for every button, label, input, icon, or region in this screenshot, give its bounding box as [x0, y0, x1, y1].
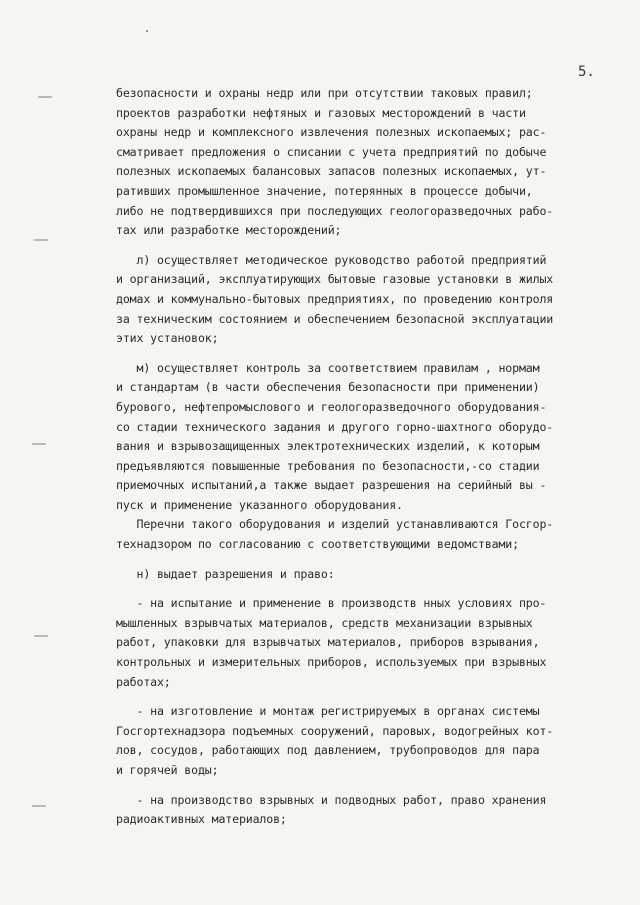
text-line: Госгортехнадзора подъемных сооружений, паровых, водогрейных кот-	[116, 723, 554, 738]
speck-mark	[146, 30, 148, 32]
text-line: Перечни такого оборудования и изделий устанавливаются Госгор-	[116, 517, 554, 532]
text-line: и стандартам (в части обеспечения безопасности при применении)	[116, 380, 540, 395]
text-line: радиоактивных материалов;	[116, 812, 287, 827]
text-line: полезных ископаемых балансовых запасов полезных ископаемых, ут-	[116, 164, 547, 179]
text-line: этих установок;	[116, 331, 219, 346]
text-line: бурового, нефтепромыслового и геологоразведочного оборудования-	[116, 399, 547, 414]
text-line: н) выдает разрешения и право:	[116, 566, 335, 581]
text-line: пуск и применение указанного оборудования.	[116, 497, 403, 512]
punch-hole-mark	[34, 632, 48, 640]
text-line: контрольных и измерительных приборов, используемых при взрывных	[116, 655, 547, 670]
text-line: сматривает предложения о списании с учета предприятий по добыче	[116, 144, 547, 159]
text-line: и организаций, эксплуатирующих бытовые газовые установки в жилых	[116, 272, 554, 287]
text-line: вания и взрывозащищенных электротехнических изделий, к которым	[116, 439, 540, 454]
punch-hole-mark	[34, 236, 48, 244]
text-line: работах;	[116, 674, 171, 689]
text-line: и горячей воды;	[116, 763, 219, 777]
text-line: лов, сосудов, работающих под давлением, трубопроводов для пара	[116, 743, 540, 758]
body-text	[116, 84, 612, 830]
text-line: предъявляются повышенные требования по безопасности,-со стадии	[116, 458, 540, 473]
text-line: приемочных испытаний,а также выдает разрешения на серийный вы -	[116, 478, 547, 493]
text-line: либо не подтвердившихся при последующих геологоразведочных рабо-	[116, 203, 554, 218]
text-line: проектов разработки нефтяных и газовых месторождений в части	[116, 105, 526, 120]
punch-hole-mark	[32, 802, 46, 810]
text-line: - на испытание и применение в производств нных условиях про-	[116, 596, 547, 611]
text-line: - на производство взрывных и подводных работ, право хранения	[116, 792, 547, 807]
text-line: л) осуществляет методическое руководство работой предприятий	[116, 252, 547, 267]
page-number: 5.	[578, 64, 595, 80]
text-line: за техническим состоянием и обеспечением безопасной эксплуатации	[116, 311, 554, 326]
text-line: м) осуществляет контроль за соответствием правилам , нормам	[116, 360, 540, 375]
text-line: безопасности и охраны недр или при отсутствии таковых правил;	[116, 86, 533, 100]
text-line: технадзором по согласованию с соответствующими ведомствами;	[116, 537, 519, 552]
text-line: работ, упаковки для взрывчатых материалов, приборов взрывания,	[116, 635, 540, 650]
punch-hole-mark	[32, 440, 46, 448]
text-line: домах и коммунально-бытовых предприятиях, по проведению контроля	[116, 291, 554, 306]
text-line: охраны недр и комплексного извлечения полезных ископаемых; рас-	[116, 125, 547, 140]
text-line: ративших промышленное значение, потерянных в процессе добычи,	[116, 183, 533, 198]
punch-hole-mark	[38, 93, 52, 101]
text-line: мышленных взрывчатых материалов, средств механизации взрывных	[116, 615, 533, 630]
text-line: тах или разработке месторождений;	[116, 223, 342, 238]
text-line: со стадии технического задания и другого горно-шахтного оборудо-	[116, 419, 554, 434]
text-line: - на изготовление и монтаж регистрируемых в органах системы	[116, 704, 540, 719]
